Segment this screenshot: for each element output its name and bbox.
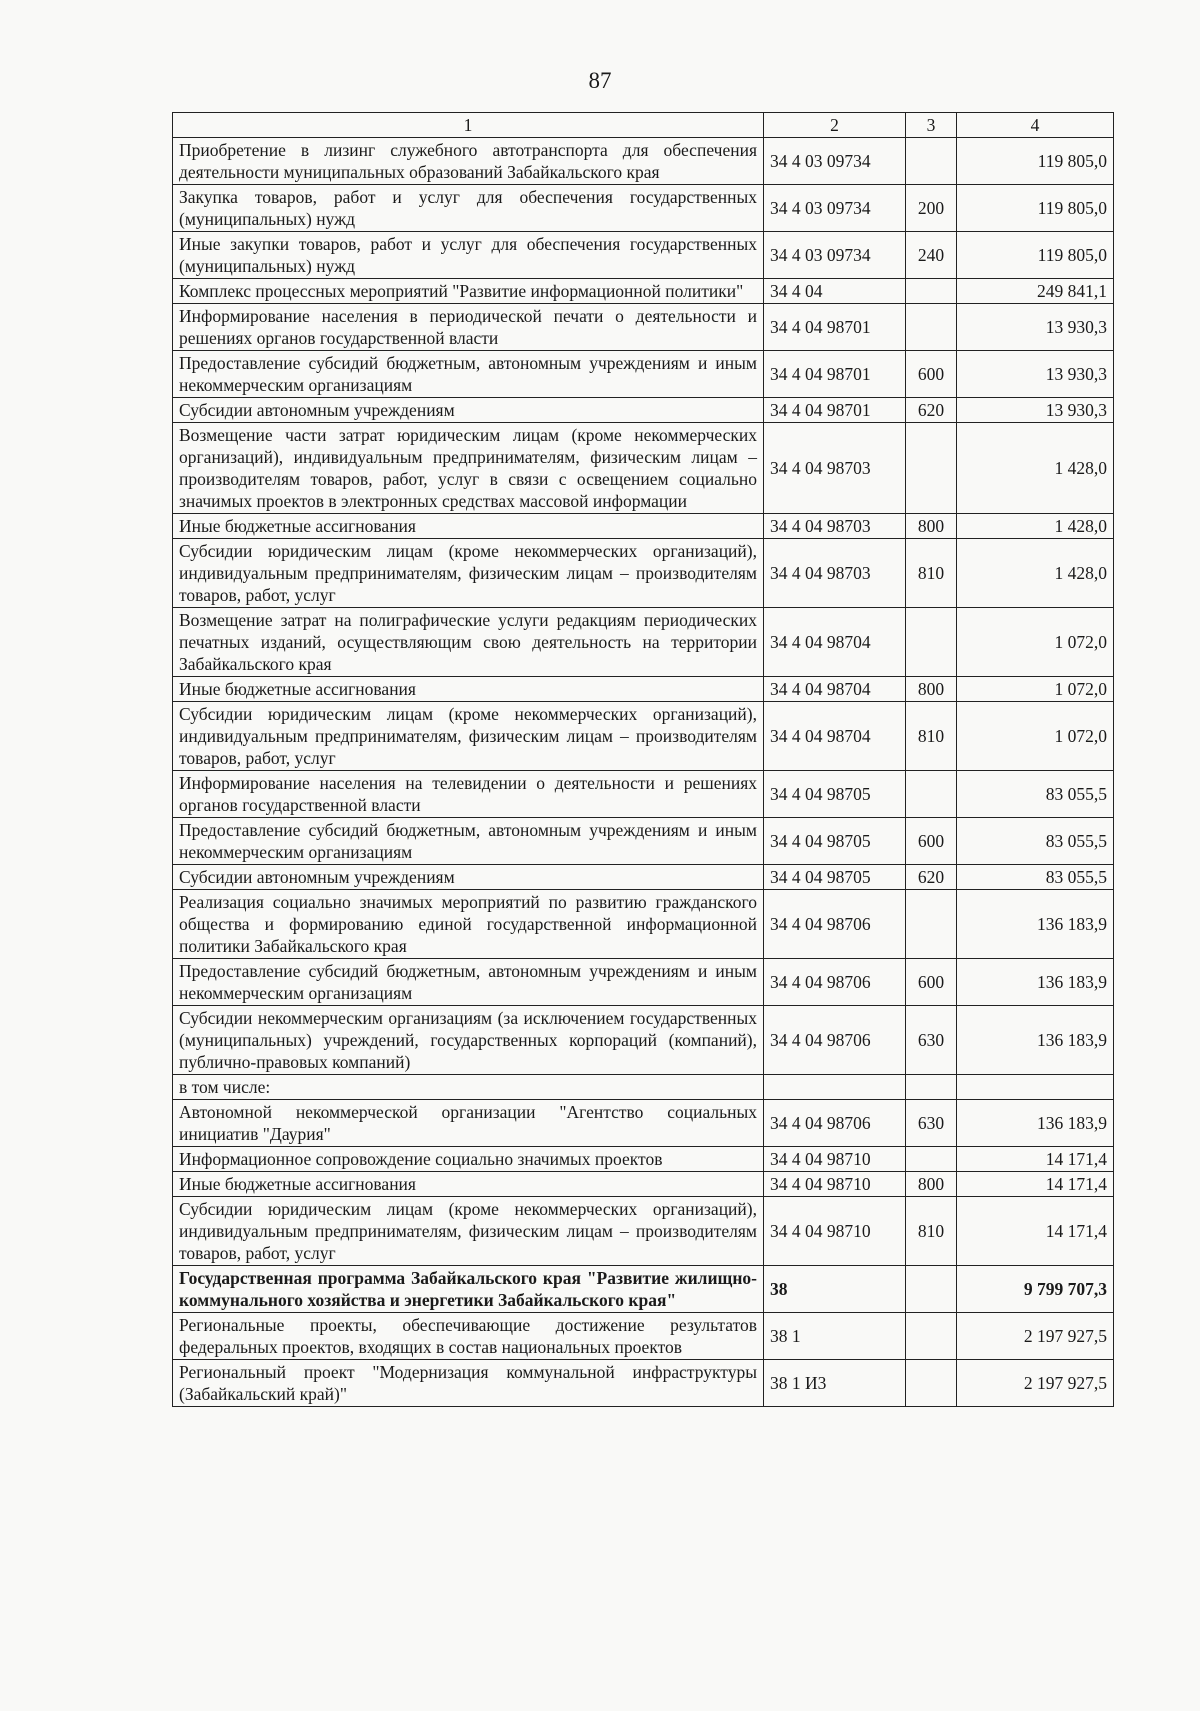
row-type-cell [906,423,957,514]
row-name-cell: Субсидии юридическим лицам (кроме некоммерческих организаций), индивидуальным предпринимателям, физическим лицам – производителям товаров, работ, услуг [173,1197,764,1266]
row-amount-cell: 1 072,0 [957,702,1114,771]
row-code-cell: 34 4 04 98705 [764,865,906,890]
row-name-cell: Субсидии юридическим лицам (кроме некоммерческих организаций), индивидуальным предпринимателям, физическим лицам – производителям товаров, работ, услуг [173,702,764,771]
row-amount-cell: 136 183,9 [957,959,1114,1006]
row-code-cell: 34 4 04 98703 [764,514,906,539]
table-row [173,1006,1114,1075]
row-amount-cell: 14 171,4 [957,1172,1114,1197]
row-type-cell [906,608,957,677]
row-amount-cell: 249 841,1 [957,279,1114,304]
row-amount-cell: 119 805,0 [957,185,1114,232]
row-amount-cell: 1 428,0 [957,539,1114,608]
row-code-cell: 34 4 04 98706 [764,890,906,959]
row-type-cell: 620 [906,865,957,890]
table-row [173,304,1114,351]
row-amount-cell: 136 183,9 [957,1100,1114,1147]
table-row [173,1075,1114,1100]
row-amount-cell: 1 072,0 [957,677,1114,702]
table-row [173,959,1114,1006]
row-code-cell: 34 4 04 98706 [764,1100,906,1147]
row-code-cell: 34 4 04 98710 [764,1172,906,1197]
row-type-cell: 800 [906,514,957,539]
row-name-cell: Субсидии юридическим лицам (кроме некоммерческих организаций), индивидуальным предпринимателям, физическим лицам – производителям товаров, работ, услуг [173,539,764,608]
row-code-cell: 34 4 04 98703 [764,539,906,608]
row-type-cell [906,279,957,304]
table-row [173,1266,1114,1313]
row-code-cell: 34 4 03 09734 [764,185,906,232]
row-amount-cell: 83 055,5 [957,818,1114,865]
table-row [173,677,1114,702]
row-amount-cell: 119 805,0 [957,232,1114,279]
table-row [173,398,1114,423]
row-code-cell: 34 4 04 98706 [764,959,906,1006]
row-amount-cell: 1 428,0 [957,514,1114,539]
row-code-cell: 34 4 03 09734 [764,138,906,185]
row-name-cell: Комплекс процессных мероприятий "Развитие информационной политики" [173,279,764,304]
table-row [173,138,1114,185]
row-type-cell: 800 [906,677,957,702]
row-code-cell: 34 4 04 98710 [764,1147,906,1172]
table-row [173,539,1114,608]
row-type-cell: 240 [906,232,957,279]
row-name-cell: Иные бюджетные ассигнования [173,514,764,539]
table-row [173,514,1114,539]
row-name-cell: в том числе: [173,1075,764,1100]
row-code-cell: 38 1 [764,1313,906,1360]
table-row [173,1100,1114,1147]
row-amount-cell: 9 799 707,3 [957,1266,1114,1313]
row-code-cell: 34 4 04 98705 [764,771,906,818]
table-row [173,1172,1114,1197]
row-name-cell: Иные бюджетные ассигнования [173,1172,764,1197]
row-type-cell: 810 [906,539,957,608]
row-type-cell [906,771,957,818]
row-amount-cell: 1 072,0 [957,608,1114,677]
table-row [173,1197,1114,1266]
row-name-cell: Приобретение в лизинг служебного автотранспорта для обеспечения деятельности муниципальных образований Забайкальского края [173,138,764,185]
row-name-cell: Возмещение затрат на полиграфические услуги редакциям периодических печатных изданий, осуществляющим свою деятельность на территории Забайкальского края [173,608,764,677]
row-code-cell: 34 4 04 98706 [764,1006,906,1075]
row-amount-cell: 13 930,3 [957,304,1114,351]
row-amount-cell: 83 055,5 [957,865,1114,890]
row-code-cell: 34 4 04 98701 [764,398,906,423]
row-name-cell: Возмещение части затрат юридическим лицам (кроме некоммерческих организаций), индивидуальным предпринимателям, физическим лицам – производителям товаров, работ, услуг в связи с освещением социально значимых проектов в электронных средствах массовой информации [173,423,764,514]
table-row [173,771,1114,818]
row-type-cell [906,138,957,185]
table-row [173,279,1114,304]
row-code-cell: 34 4 04 98704 [764,702,906,771]
row-amount-cell: 83 055,5 [957,771,1114,818]
row-name-cell: Информационное сопровождение социально значимых проектов [173,1147,764,1172]
row-name-cell: Закупка товаров, работ и услуг для обеспечения государственных (муниципальных) нужд [173,185,764,232]
row-name-cell: Субсидии автономным учреждениям [173,865,764,890]
row-amount-cell: 13 930,3 [957,351,1114,398]
row-code-cell: 38 1 И3 [764,1360,906,1407]
row-type-cell: 600 [906,351,957,398]
row-code-cell: 34 4 04 98704 [764,608,906,677]
row-type-cell: 600 [906,818,957,865]
row-type-cell: 620 [906,398,957,423]
table-row [173,423,1114,514]
row-code-cell: 38 [764,1266,906,1313]
row-name-cell: Государственная программа Забайкальского края "Развитие жилищно-коммунального хозяйства и энергетики Забайкальского края" [173,1266,764,1313]
row-name-cell: Реализация социально значимых мероприятий по развитию гражданского общества и формированию единой государственной информационной политики Забайкальского края [173,890,764,959]
page-number: 87 [588,68,612,93]
header-cell-1: 1 [173,113,764,138]
row-code-cell: 34 4 04 98704 [764,677,906,702]
table-header-row [173,113,1114,138]
row-amount-cell: 14 171,4 [957,1197,1114,1266]
row-amount-cell: 13 930,3 [957,398,1114,423]
header-cell-2: 2 [764,113,906,138]
row-code-cell: 34 4 04 98701 [764,304,906,351]
row-name-cell: Предоставление субсидий бюджетным, автономным учреждениям и иным некоммерческим организациям [173,351,764,398]
row-type-cell: 800 [906,1172,957,1197]
row-amount-cell: 119 805,0 [957,138,1114,185]
row-name-cell: Иные бюджетные ассигнования [173,677,764,702]
row-amount-cell: 14 171,4 [957,1147,1114,1172]
table-row [173,702,1114,771]
row-name-cell: Информирование населения на телевидении о деятельности и решениях органов государственной власти [173,771,764,818]
table-row [173,351,1114,398]
row-amount-cell [957,1075,1114,1100]
table-row [173,1147,1114,1172]
row-code-cell: 34 4 04 98705 [764,818,906,865]
table-row [173,890,1114,959]
row-name-cell: Региональные проекты, обеспечивающие достижение результатов федеральных проектов, входящих в состав национальных проектов [173,1313,764,1360]
row-type-cell: 200 [906,185,957,232]
row-type-cell: 810 [906,1197,957,1266]
header-cell-4: 4 [957,113,1114,138]
row-type-cell: 630 [906,1100,957,1147]
row-code-cell: 34 4 04 98701 [764,351,906,398]
row-type-cell: 810 [906,702,957,771]
row-type-cell [906,1147,957,1172]
row-code-cell: 34 4 03 09734 [764,232,906,279]
row-amount-cell: 1 428,0 [957,423,1114,514]
header-cell-3: 3 [906,113,957,138]
table-row [173,1313,1114,1360]
row-amount-cell: 136 183,9 [957,1006,1114,1075]
row-name-cell: Информирование населения в периодической печати о деятельности и решениях органов государственной власти [173,304,764,351]
row-code-cell [764,1075,906,1100]
row-name-cell: Субсидии некоммерческим организациям (за исключением государственных (муниципальных) учреждений, государственных корпораций (компаний), публично-правовых компаний) [173,1006,764,1075]
row-code-cell: 34 4 04 98710 [764,1197,906,1266]
budget-table [172,112,1114,1407]
row-type-cell [906,1360,957,1407]
row-type-cell [906,1266,957,1313]
row-type-cell [906,1313,957,1360]
row-type-cell [906,1075,957,1100]
row-code-cell: 34 4 04 [764,279,906,304]
row-amount-cell: 136 183,9 [957,890,1114,959]
table-row [173,865,1114,890]
table-row [173,232,1114,279]
table-row [173,1360,1114,1407]
row-name-cell: Региональный проект "Модернизация коммунальной инфраструктуры (Забайкальский край)" [173,1360,764,1407]
row-name-cell: Субсидии автономным учреждениям [173,398,764,423]
table-row [173,818,1114,865]
row-type-cell [906,304,957,351]
row-amount-cell: 2 197 927,5 [957,1313,1114,1360]
row-name-cell: Предоставление субсидий бюджетным, автономным учреждениям и иным некоммерческим организациям [173,818,764,865]
table-row [173,185,1114,232]
row-type-cell: 600 [906,959,957,1006]
row-type-cell: 630 [906,1006,957,1075]
row-name-cell: Иные закупки товаров, работ и услуг для обеспечения государственных (муниципальных) нужд [173,232,764,279]
row-code-cell: 34 4 04 98703 [764,423,906,514]
row-name-cell: Предоставление субсидий бюджетным, автономным учреждениям и иным некоммерческим организациям [173,959,764,1006]
row-name-cell: Автономной некоммерческой организации "Агентство социальных инициатив "Даурия" [173,1100,764,1147]
row-type-cell [906,890,957,959]
table-row [173,608,1114,677]
row-amount-cell: 2 197 927,5 [957,1360,1114,1407]
